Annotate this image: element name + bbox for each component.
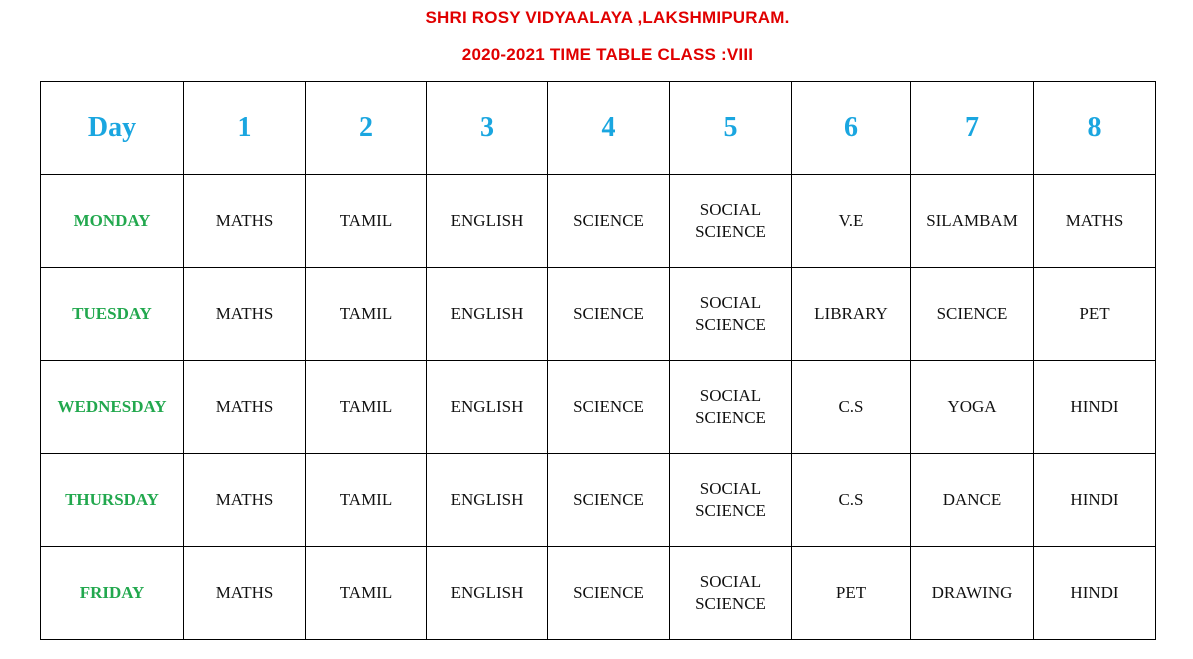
timetable-title: 2020-2021 TIME TABLE CLASS :VIII [461,45,754,64]
day-cell: WEDNESDAY [41,361,184,454]
subject-cell: MATHS [1034,175,1156,268]
header-cell-period-8: 8 [1034,82,1156,175]
table-row [41,175,1156,268]
subject-text: SOCIAL SCIENCE [695,386,766,427]
day-cell: FRIDAY [41,547,184,640]
header-cell-period-7: 7 [911,82,1034,175]
subject-cell: DRAWING [911,547,1034,640]
subject-cell: ENGLISH [427,547,548,640]
subject-cell [670,361,792,454]
subject-cell: ENGLISH [427,268,548,361]
subject-cell: SCIENCE [548,547,670,640]
table-row [41,547,1156,640]
subject-cell: SCIENCE [911,268,1034,361]
subject-cell: SCIENCE [548,268,670,361]
header-cell-period-4: 4 [548,82,670,175]
subject-cell [670,268,792,361]
subject-cell: TAMIL [306,454,427,547]
timetable [40,81,1156,640]
header-cell-period-1: 1 [184,82,306,175]
day-cell: TUESDAY [41,268,184,361]
subject-cell: HINDI [1034,547,1156,640]
day-cell: MONDAY [41,175,184,268]
subject-cell: HINDI [1034,454,1156,547]
header-cell-period-3: 3 [427,82,548,175]
school-name-title: SHRI ROSY VIDYAALAYA ,LAKSHMIPURAM. [425,8,790,27]
subject-cell: PET [1034,268,1156,361]
subject-cell: MATHS [184,175,306,268]
subject-text: SOCIAL SCIENCE [695,479,766,520]
subject-cell: SCIENCE [548,361,670,454]
day-cell: THURSDAY [41,454,184,547]
subject-cell [670,175,792,268]
subject-cell: TAMIL [306,175,427,268]
subject-cell: TAMIL [306,268,427,361]
table-row [41,361,1156,454]
subject-cell: MATHS [184,361,306,454]
table-row [41,454,1156,547]
table-row [41,268,1156,361]
subject-cell: HINDI [1034,361,1156,454]
subject-cell: MATHS [184,268,306,361]
subject-cell: SCIENCE [548,454,670,547]
subject-cell: YOGA [911,361,1034,454]
subject-cell: ENGLISH [427,175,548,268]
subject-cell: LIBRARY [792,268,911,361]
header-cell-period-6: 6 [792,82,911,175]
subject-cell [670,547,792,640]
subject-cell: ENGLISH [427,361,548,454]
subject-cell: C.S [792,454,911,547]
subject-text: SOCIAL SCIENCE [695,200,766,241]
subject-cell: TAMIL [306,361,427,454]
header-cell-period-5: 5 [670,82,792,175]
subject-text: SOCIAL SCIENCE [695,293,766,334]
subject-cell: TAMIL [306,547,427,640]
subject-cell: MATHS [184,547,306,640]
subject-cell [670,454,792,547]
subject-cell: SCIENCE [548,175,670,268]
subject-text: SOCIAL SCIENCE [695,572,766,613]
header-cell-day: Day [41,82,184,175]
subject-cell: ENGLISH [427,454,548,547]
subject-cell: DANCE [911,454,1034,547]
subject-cell: PET [792,547,911,640]
subject-cell: V.E [792,175,911,268]
subject-cell: MATHS [184,454,306,547]
subject-cell: C.S [792,361,911,454]
subject-cell: SILAMBAM [911,175,1034,268]
header-cell-period-2: 2 [306,82,427,175]
header-row [41,82,1156,175]
